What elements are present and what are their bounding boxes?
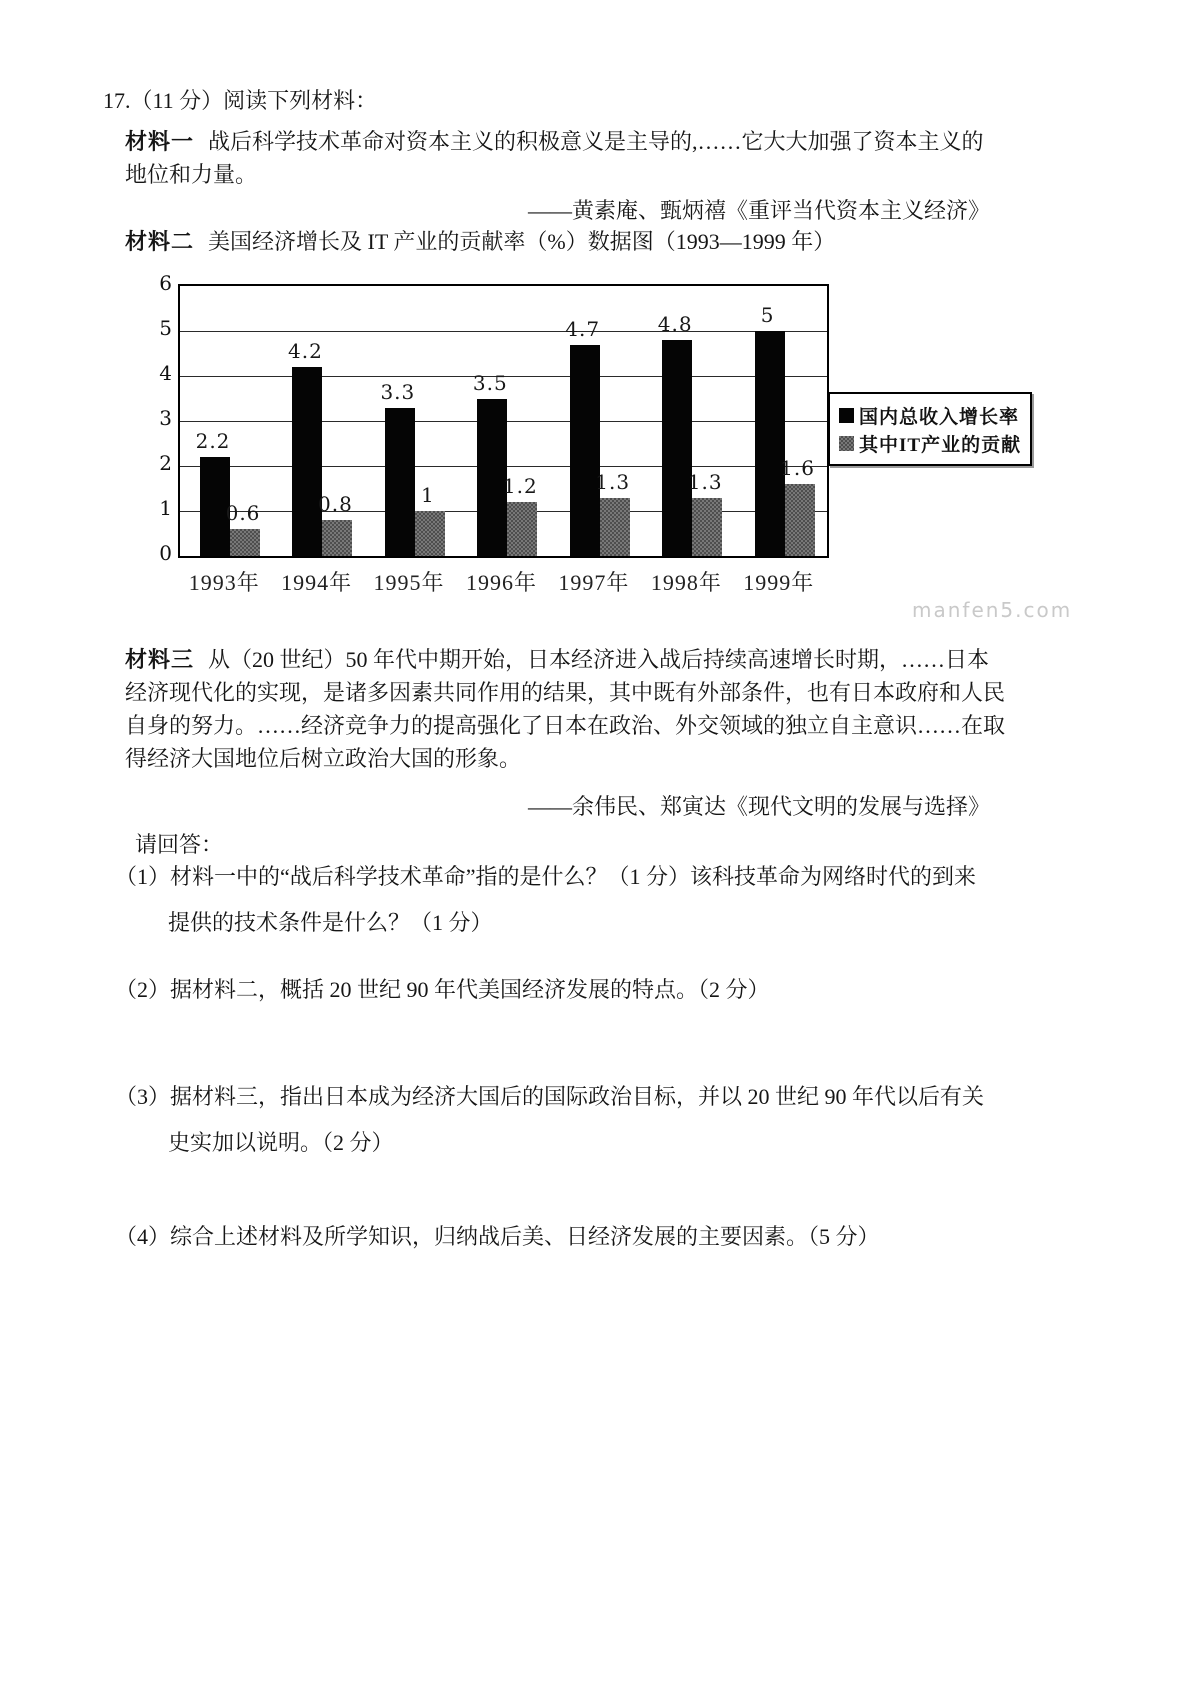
chart-plot-area [178,284,829,558]
material1-label: 材料一 [125,129,195,154]
y-axis-label-0: 0 [159,541,172,565]
bar-value-it-1995年: 1 [420,483,435,507]
material1-text1: 战后科学技术革命对资本主义的积极意义是主导的,……它大大加强了资本主义的 [208,129,984,154]
bar-value-gdp-1998年: 4.8 [657,312,693,336]
bar-value-it-1997年: 1.3 [595,469,631,494]
x-axis-label-1999年: 1999年 [743,570,815,595]
y-axis-label-1: 1 [159,496,172,520]
bar-it-1996年 [507,502,537,556]
y-axis-label-4: 4 [159,361,172,385]
material3-line2: 经济现代化的实现，是诸多因素共同作用的结果，其中既有外部条件，也有日本政府和人民 [125,680,1006,705]
material3-text1: 从（20 世纪）50 年代中期开始，日本经济进入战后持续高速增长时期，……日本 [208,647,990,672]
legend-swatch-black [839,408,854,423]
y-axis-label-2: 2 [159,451,172,475]
bar-value-gdp-1993年: 2.2 [195,429,231,453]
material2-label: 材料二 [125,229,195,254]
bar-value-gdp-1999年: 5 [760,303,775,327]
bar-gdp-1994年 [292,367,322,556]
question-3-line1: （3）据材料三，指出日本成为经济大国后的国际政治目标，并以 20 世纪 90 年代以后有关 [115,1084,985,1109]
question-header: 17.（11 分）阅读下列材料： [103,88,378,113]
x-axis-label-1994年: 1994年 [281,570,353,595]
legend-swatch-gray [839,436,854,451]
bar-value-gdp-1997年: 4.7 [565,316,601,341]
bar-it-1997年 [600,498,630,557]
watermark: manfen5.com [912,598,1073,622]
x-axis-label-1996年: 1996年 [465,570,537,595]
bar-gdp-1999年 [755,331,785,556]
bar-value-it-1994年: 0.8 [318,492,353,516]
y-axis-label-3: 3 [159,406,172,430]
question-1-line1: （1）材料一中的“战后科学技术革命”指的是什么？（1 分）该科技革命为网络时代的到来 [115,864,977,889]
question-2-line1: （2）据材料二，概括 20 世纪 90 年代美国经济发展的特点。（2 分） [115,977,770,1002]
x-axis-label-1998年: 1998年 [650,570,722,595]
bar-value-gdp-1996年: 3.5 [472,370,508,395]
material3-line3: 自身的努力。……经济竞争力的提高强化了日本在政治、外交领域的独立自主意识……在取 [125,713,1006,738]
bar-value-it-1998年: 1.3 [687,469,723,494]
x-axis-label-1995年: 1995年 [373,570,445,595]
legend-label-gdp: 国内总收入增长率 [859,406,1020,428]
material3-label: 材料三 [125,647,195,672]
material3-attribution: ——余伟民、郑寅达《现代文明的发展与选择》 [527,794,990,819]
bar-value-it-1993年: 0.6 [225,501,261,525]
material3-line4: 得经济大国地位后树立政治大国的形象。 [125,746,522,771]
material2-title: 美国经济增长及 IT 产业的贡献率（%）数据图（1993—1999 年） [208,229,836,254]
bar-it-1998年 [692,498,722,557]
question-3-line2: 史实加以说明。（2 分） [168,1130,394,1155]
question-1-line2: 提供的技术条件是什么？（1 分） [168,910,493,935]
bar-value-gdp-1994年: 4.2 [288,339,323,363]
legend-row-it [839,429,1021,457]
material1-line2: 地位和力量。 [125,162,258,187]
material3-line1 [125,645,989,675]
bar-it-1999年 [785,484,815,556]
bar-it-1994年 [322,520,352,556]
bar-value-it-1996年: 1.2 [502,474,538,498]
bar-gdp-1998年 [662,340,692,556]
bar-it-1995年 [415,511,445,556]
legend-label-it: 其中IT产业的贡献 [859,434,1022,456]
y-axis-label-5: 5 [159,316,172,340]
bar-it-1993年 [230,529,260,556]
answer-prompt: 请回答： [135,832,224,857]
bar-gdp-1997年 [570,345,600,557]
bar-value-it-1999年: 1.6 [780,456,815,480]
bar-value-gdp-1995年: 3.3 [380,379,416,404]
chart-legend [828,392,1032,466]
gridline-5 [180,331,827,332]
question-4-line1: （4）综合上述材料及所学知识，归纳战后美、日经济发展的主要因素。（5 分） [115,1224,880,1249]
y-axis-label-6: 6 [159,271,172,295]
bar-gdp-1995年 [385,408,415,557]
material1-attribution: ——黄素庵、甄炳禧《重评当代资本主义经济》 [527,198,990,223]
legend-row-gdp [839,401,1021,429]
bar-chart [0,0,1200,660]
x-axis-label-1997年: 1997年 [558,570,630,595]
x-axis-label-1993年: 1993年 [188,570,260,595]
